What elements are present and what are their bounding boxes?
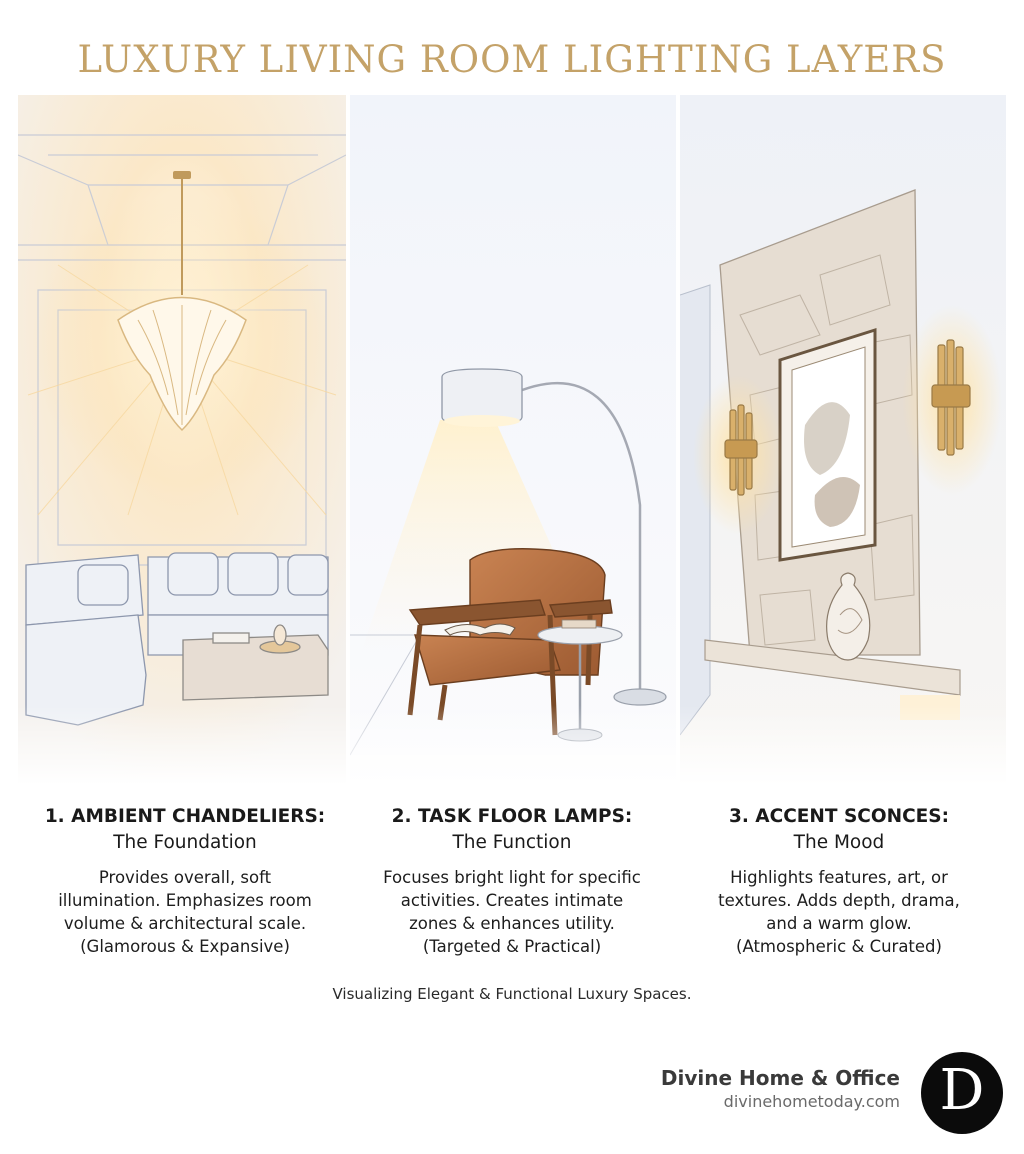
caption-line: textures. Adds depth, drama,	[718, 891, 960, 910]
brand-logo-icon	[921, 1052, 1003, 1134]
caption-line: Provides overall, soft	[98, 868, 272, 887]
caption-line: activities. Creates intimate	[400, 891, 624, 910]
task-floor-lamps-caption	[352, 804, 672, 958]
accent-sconce-illustration	[680, 95, 1006, 785]
tagline: Visualizing Elegant & Functional Luxury Spaces.	[332, 985, 692, 1003]
caption-line: Focuses bright light for specific	[383, 868, 641, 887]
brand-block	[661, 1066, 900, 1111]
ambient-chandelier-illustration	[18, 95, 346, 785]
caption-line: illumination. Emphasizes room	[58, 891, 312, 910]
caption-line: (Atmospheric & Curated)	[736, 937, 942, 956]
caption-heading: 2. TASK FLOOR LAMPS:	[391, 806, 633, 827]
brand-logo-letter: D	[939, 1058, 985, 1123]
caption-heading: 3. ACCENT SCONCES:	[728, 806, 950, 827]
caption-line: volume & architectural scale.	[63, 914, 307, 933]
caption-body	[352, 866, 672, 958]
caption-body	[25, 866, 345, 958]
caption-line: Highlights features, art, or	[730, 868, 948, 887]
caption-subheading: The Function	[452, 832, 572, 853]
caption-line: and a warm glow.	[766, 914, 912, 933]
caption-subheading: The Foundation	[113, 832, 257, 853]
accent-sconces-caption	[679, 804, 999, 958]
caption-subheading: The Mood	[793, 832, 885, 853]
brand-url[interactable]: divinehometoday.com	[723, 1092, 900, 1111]
brand-name: Divine Home & Office	[660, 1066, 900, 1090]
task-floor-lamp-illustration	[350, 95, 676, 785]
caption-line: zones & enhances utility.	[409, 914, 615, 933]
caption-heading: 1. AMBIENT CHANDELIERS:	[44, 806, 326, 827]
caption-body	[679, 866, 999, 958]
ambient-chandeliers-caption	[25, 804, 345, 958]
caption-line: (Glamorous & Expansive)	[80, 937, 290, 956]
page-title: LUXURY LIVING ROOM LIGHTING LAYERS	[77, 38, 947, 81]
caption-line: (Targeted & Practical)	[422, 937, 602, 956]
